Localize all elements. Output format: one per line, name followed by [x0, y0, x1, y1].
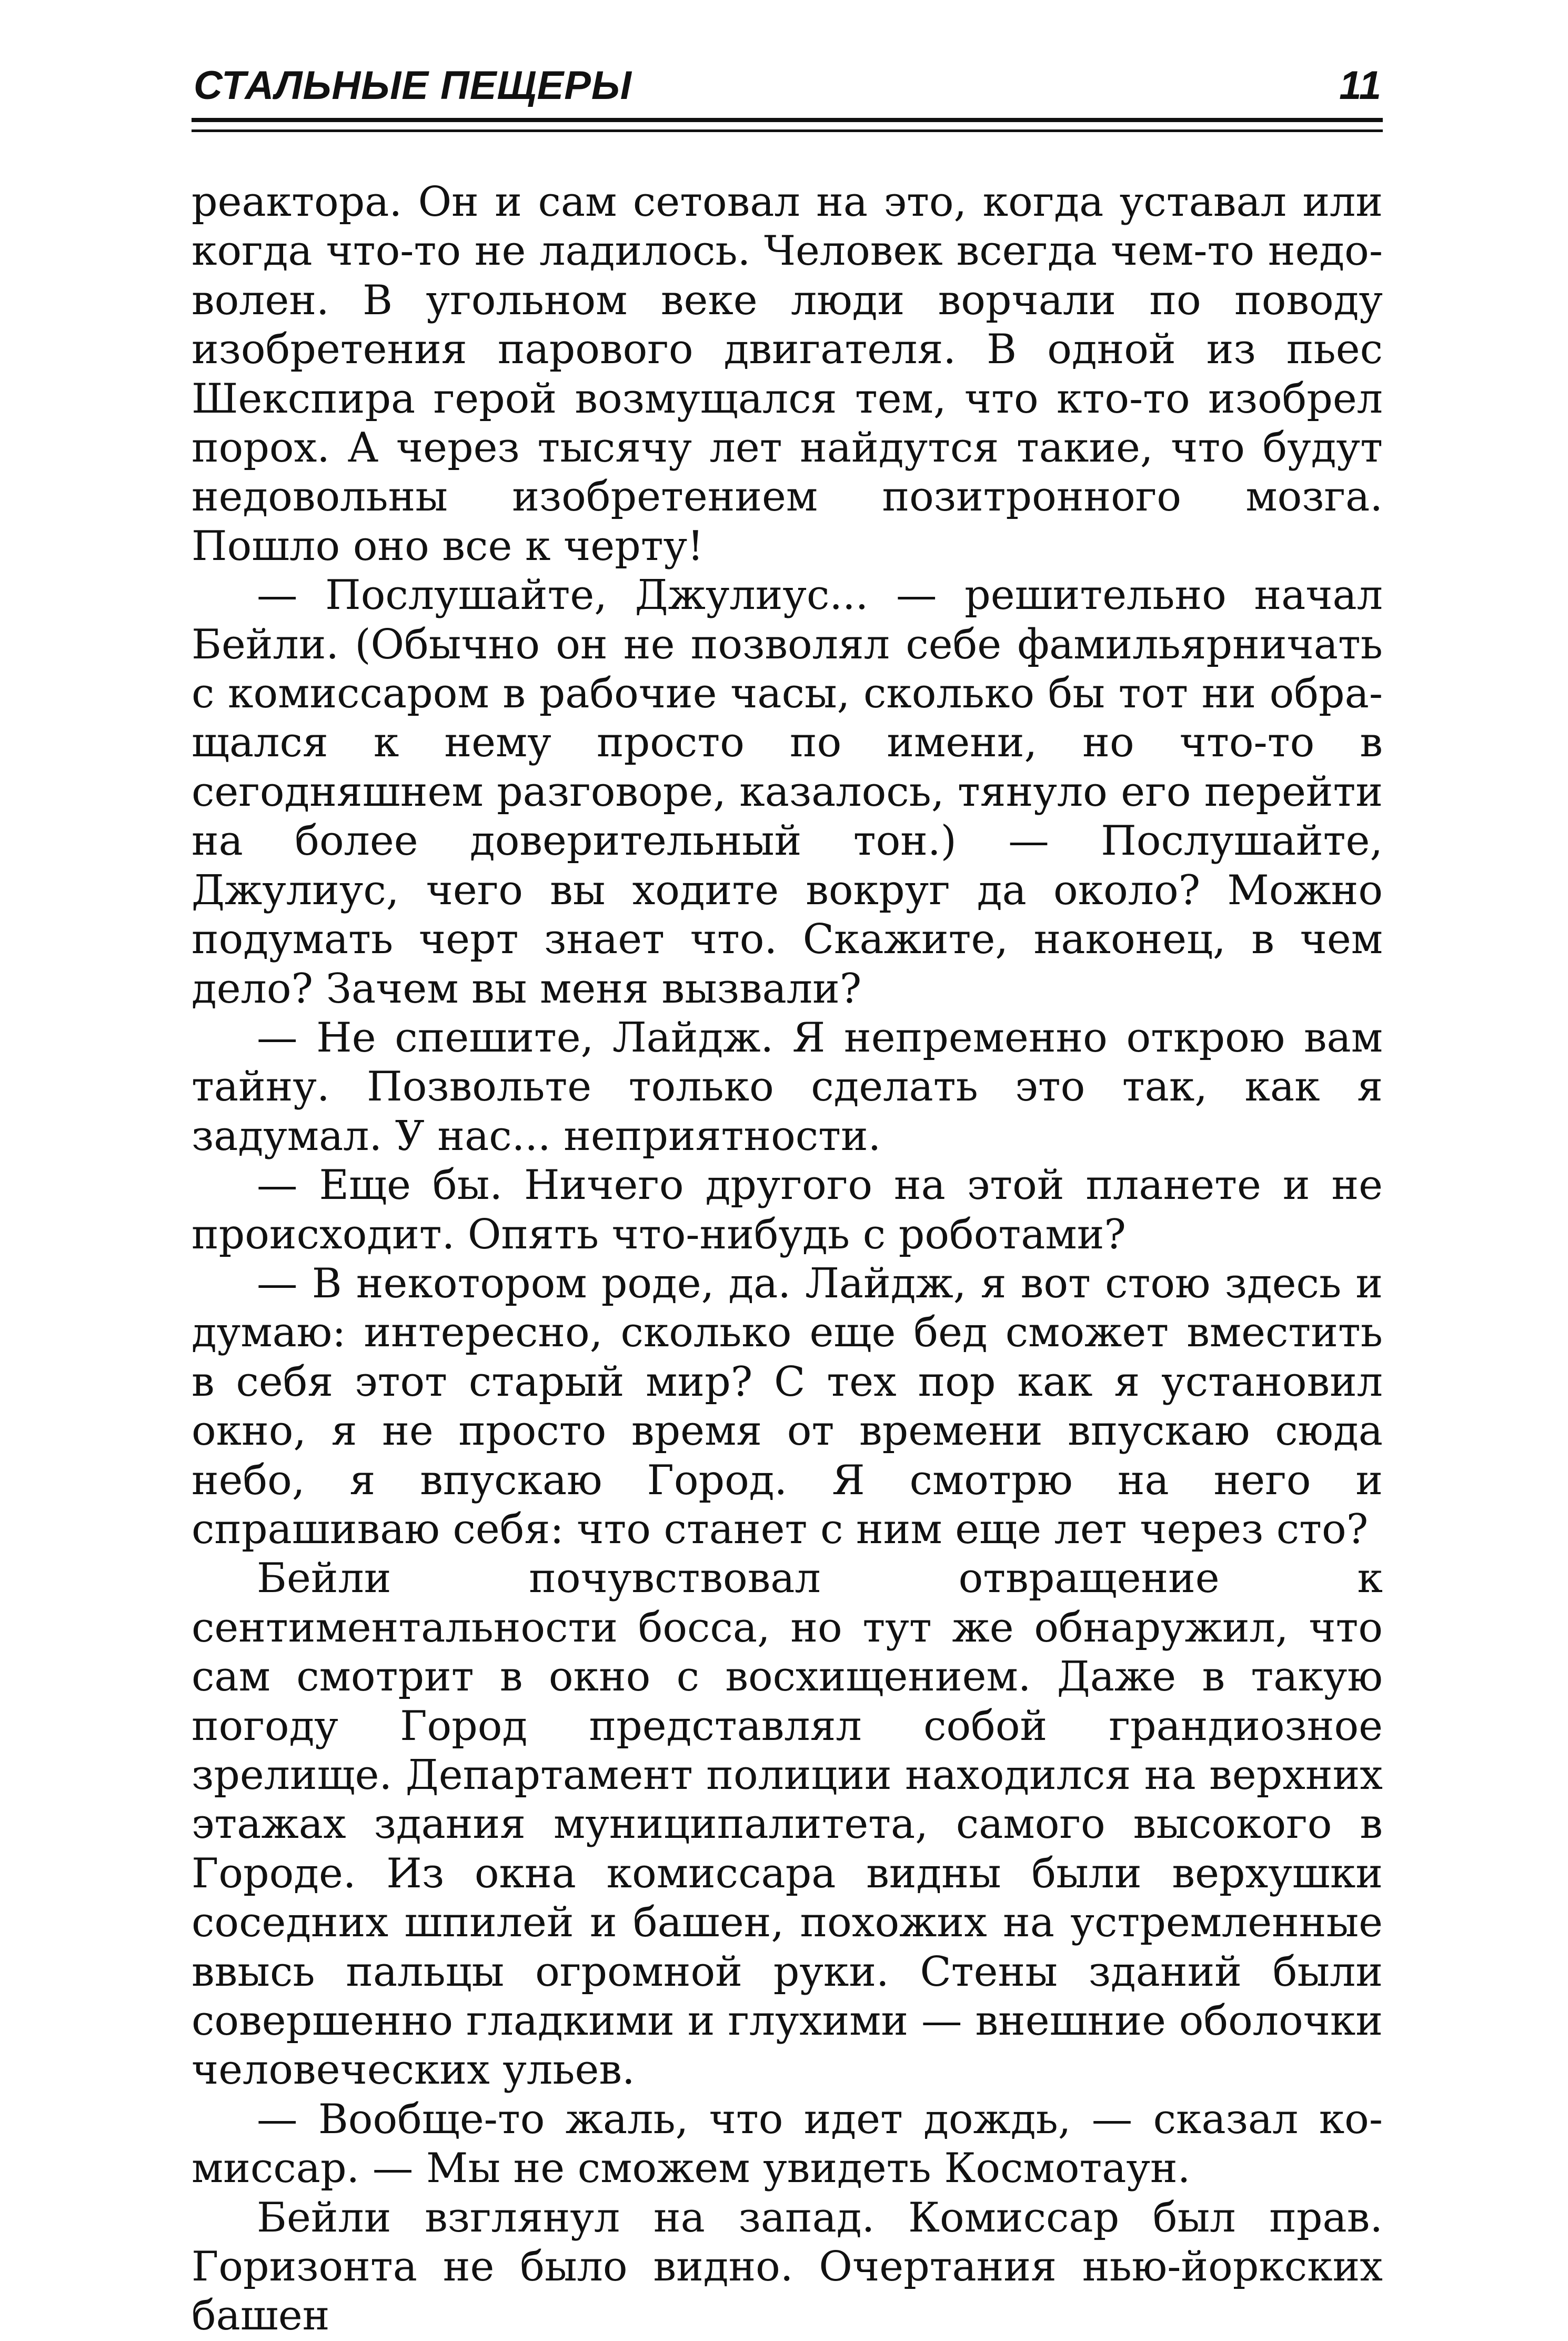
paragraph: — Не спешите, Лайдж. Я непременно открою вам тайну. Позвольте только сделать это так, как я задумал. У нас... неприятности. — [192, 1014, 1383, 1160]
paragraph: — В некотором роде, да. Лайдж, я вот стою здесь и думаю: интересно, сколько еще бед сможет вместить в себя этот старый мир? С тех пор как я установил окно, я не просто время от времени впускаю сюда небо, я впускаю Город. Я смотрю на него и спрашиваю себя: что станет с ним еще лет через сто? — [192, 1259, 1383, 1553]
paragraph: реактора. Он и сам сетовал на это, когда уставал или когда что-то не ладилось. Человек всегда чем-то недоволен. В угольном веке люди ворчали по поводу изобретения парового двигателя. В одной из пьес Шекспира герой возмущался тем, что кто-то изобрел порох. А через тысячу лет найдутся такие, что будут недовольны изобретением позитронного мозга. Пошло оно все к черту! — [192, 178, 1383, 570]
header-rule — [192, 118, 1383, 132]
page-number: 11 — [1339, 63, 1382, 108]
paragraph: — Вообще-то жаль, что идет дождь, — сказал комиссар. — Мы не сможем увидеть Космотаун. — [192, 2095, 1383, 2193]
running-title: СТАЛЬНЫЕ ПЕЩЕРЫ — [194, 63, 632, 108]
paragraph: Бейли взглянул на запад. Комиссар был прав. Горизонта не было видно. Очертания нью-йоркских башен — [192, 2194, 1383, 2340]
header-rule-thick — [192, 118, 1383, 122]
paragraph: — Послушайте, Джулиус... — решительно начал Бейли. (Обычно он не позволял себе фамильярничать с комиссаром в рабочие часы, сколько бы тот ни обращался к нему просто по имени, но что-то в сегодняшнем разговоре, казалось, тянуло его перейти на более доверительный тон.) — Послушайте, Джулиус, чего вы ходите вокруг да около? Можно подумать черт знает что. Скажите, наконец, в чем дело? Зачем вы меня вызвали? — [192, 572, 1383, 1013]
header-rule-thin — [192, 129, 1383, 132]
paragraph: — Еще бы. Ничего другого на этой планете и не происходит. Опять что-нибудь с роботами? — [192, 1162, 1383, 1258]
running-head — [194, 51, 1382, 108]
body-text — [192, 178, 1383, 2341]
paragraph: Бейли почувствовал отвращение к сентиментальности босса, но тут же обнаружил, что сам смотрит в окно с восхищением. Даже в такую погоду Город представлял собой грандиозное зрелище. Департамент полиции находился на верхних этажах здания муниципалитета, самого высокого в Городе. Из окна комиссара видны были верхушки соседних шпилей и башен, похожих на устремленные ввысь пальцы огромной руки. Стены зданий были совершенно гладкими и глухими — внешние оболочки человеческих ульев. — [192, 1555, 1383, 2094]
